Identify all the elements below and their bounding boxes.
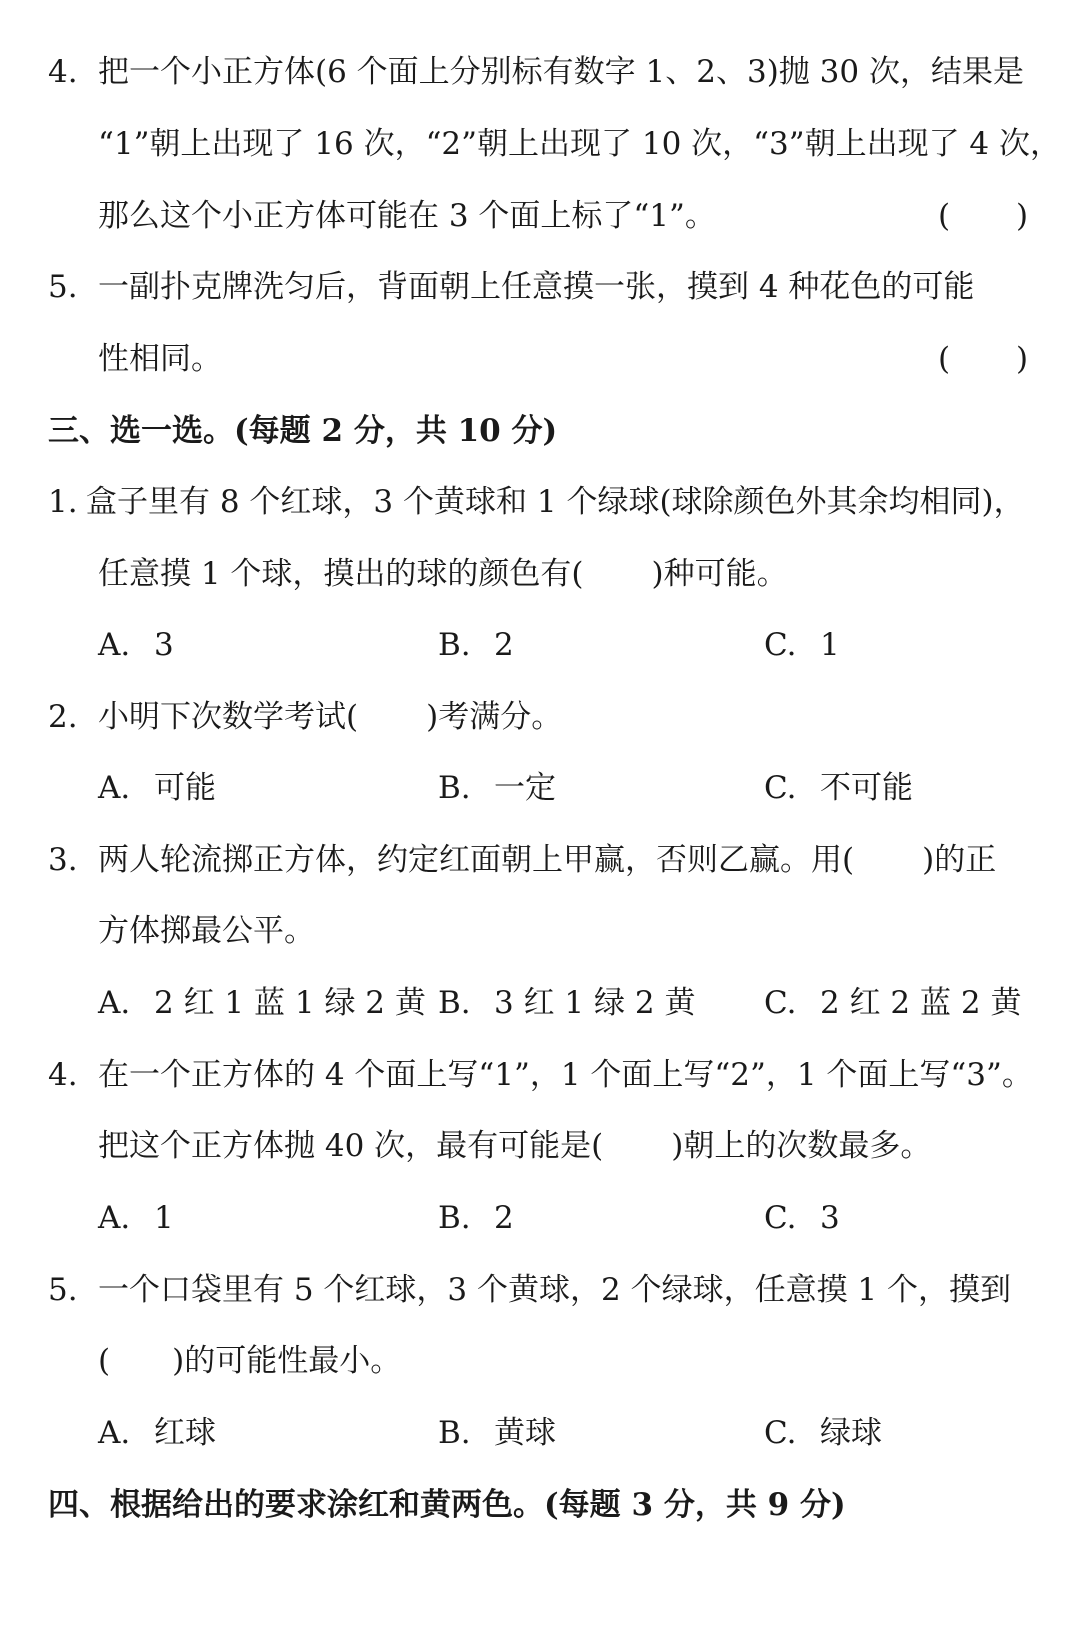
question-text: 把这个正方体抛 40 次，最有可能是( <box>98 1128 604 1164</box>
worksheet-page: 4. 把一个小正方体(6 个面上分别标有数字 1、2、3)抛 30 次，结果是 “1”朝上出现了 16 次，“2”朝上出现了 10 次，“3”朝上出现了 4 次， 那么这个小正方体可能在 3 个面上标了“1”。 ( ) 5. 一副扑克牌洗匀后，背面朝上任意摸一张，摸到 4 种花色的可能 性相同。 ( ) 三、选一选。(每题 2 分，共 10 分) 1. 盒子里有 8 个红球，3 个黄球和 1 个绿球(球除颜色外其余均相同)， 任意摸 1 个球，摸出的球的颜色有( )种可能。 A. 3 B. 2 C. 1 2. 小明下次数学考试( )考满分。 A. 可能 B. 一定 C. 不可能 3. 两人轮流掷正方体，约定红面朝上甲赢，否则乙赢。用( )的正 方体掷最公平。 A. 2 红 1 蓝 1 绿 2 黄 B. 3 红 1 绿 2 黄 C. 2 红 2 蓝 2 黄 4. 在一个正方体的 4 个面上写“1”，1 个面上写“2”，1 个面上写“3”。 把这个正方体抛 40 次，最有可能是( )朝上的次数最多。 A. 1 B. 2 C. 3 5. 一个口袋里有 5 个红球，3 个黄球，2 个绿球，任意摸 1 个，摸到 ( )的可能性最小。 A. 红球 B. 黄球 C. 绿球 四、根据给出的要求涂红和黄两色。(每题 3 分，共 9 分) <box>48 54 1061 1523</box>
question-text: 那么这个小正方体可能在 3 个面上标了“1”。 <box>98 198 716 234</box>
option-a[interactable]: A. 2 红 1 蓝 1 绿 2 黄 <box>98 985 426 1021</box>
question-text: 一副扑克牌洗匀后，背面朝上任意摸一张，摸到 4 种花色的可能 <box>98 269 975 305</box>
option-c[interactable]: C. 2 红 2 蓝 2 黄 <box>764 985 1022 1021</box>
question-number: 5. <box>48 1272 78 1308</box>
question-number: 1. <box>48 484 78 520</box>
question-text: )考满分。 <box>426 699 563 735</box>
option-b[interactable]: B. 2 <box>438 627 514 663</box>
option-a[interactable]: A. 可能 <box>98 770 216 806</box>
section-4-heading: 四、根据给出的要求涂红和黄两色。(每题 3 分，共 9 分) <box>48 1487 846 1523</box>
question-text: ( <box>98 1343 111 1379</box>
option-b[interactable]: B. 3 红 1 绿 2 黄 <box>438 985 696 1021</box>
question-text: 一个口袋里有 5 个红球，3 个黄球，2 个绿球，任意摸 1 个，摸到 <box>98 1272 1012 1308</box>
question-number: 4. <box>48 54 78 90</box>
option-a[interactable]: A. 红球 <box>98 1415 216 1451</box>
question-text: 性相同。 <box>98 341 222 377</box>
section-3-heading: 三、选一选。(每题 2 分，共 10 分) <box>48 413 558 449</box>
option-b[interactable]: B. 黄球 <box>438 1415 556 1451</box>
option-b[interactable]: B. 2 <box>438 1200 514 1236</box>
question-text: 两人轮流掷正方体，约定红面朝上甲赢，否则乙赢。用( <box>98 842 855 878</box>
question-text: )的可能性最小。 <box>172 1343 402 1379</box>
question-text: “1”朝上出现了 16 次，“2”朝上出现了 10 次，“3”朝上出现了 4 次， <box>98 126 1061 162</box>
option-c[interactable]: C. 不可能 <box>764 770 913 806</box>
question-text: 任意摸 1 个球，摸出的球的颜色有( <box>98 556 584 592</box>
question-text: )种可能。 <box>651 556 788 592</box>
question-number: 3. <box>48 842 78 878</box>
question-number: 5. <box>48 269 78 305</box>
question-number: 2. <box>48 699 78 735</box>
question-text: 盒子里有 8 个红球，3 个黄球和 1 个绿球(球除颜色外其余均相同)， <box>86 484 1025 520</box>
option-c[interactable]: C. 3 <box>764 1200 840 1236</box>
question-text: 小明下次数学考试( <box>98 699 359 735</box>
question-text: )朝上的次数最多。 <box>671 1128 932 1164</box>
option-c[interactable]: C. 1 <box>764 627 840 663</box>
question-text: )的正 <box>922 842 997 878</box>
option-b[interactable]: B. 一定 <box>438 770 556 806</box>
question-text: 在一个正方体的 4 个面上写“1”，1 个面上写“2”，1 个面上写“3”。 <box>98 1057 1033 1093</box>
question-text: 把一个小正方体(6 个面上分别标有数字 1、2、3)抛 30 次，结果是 <box>98 54 1024 90</box>
question-text: 方体掷最公平。 <box>98 913 315 949</box>
option-c[interactable]: C. 绿球 <box>764 1415 882 1451</box>
option-a[interactable]: A. 1 <box>98 1200 174 1236</box>
question-number: 4. <box>48 1057 78 1093</box>
option-a[interactable]: A. 3 <box>98 627 174 663</box>
